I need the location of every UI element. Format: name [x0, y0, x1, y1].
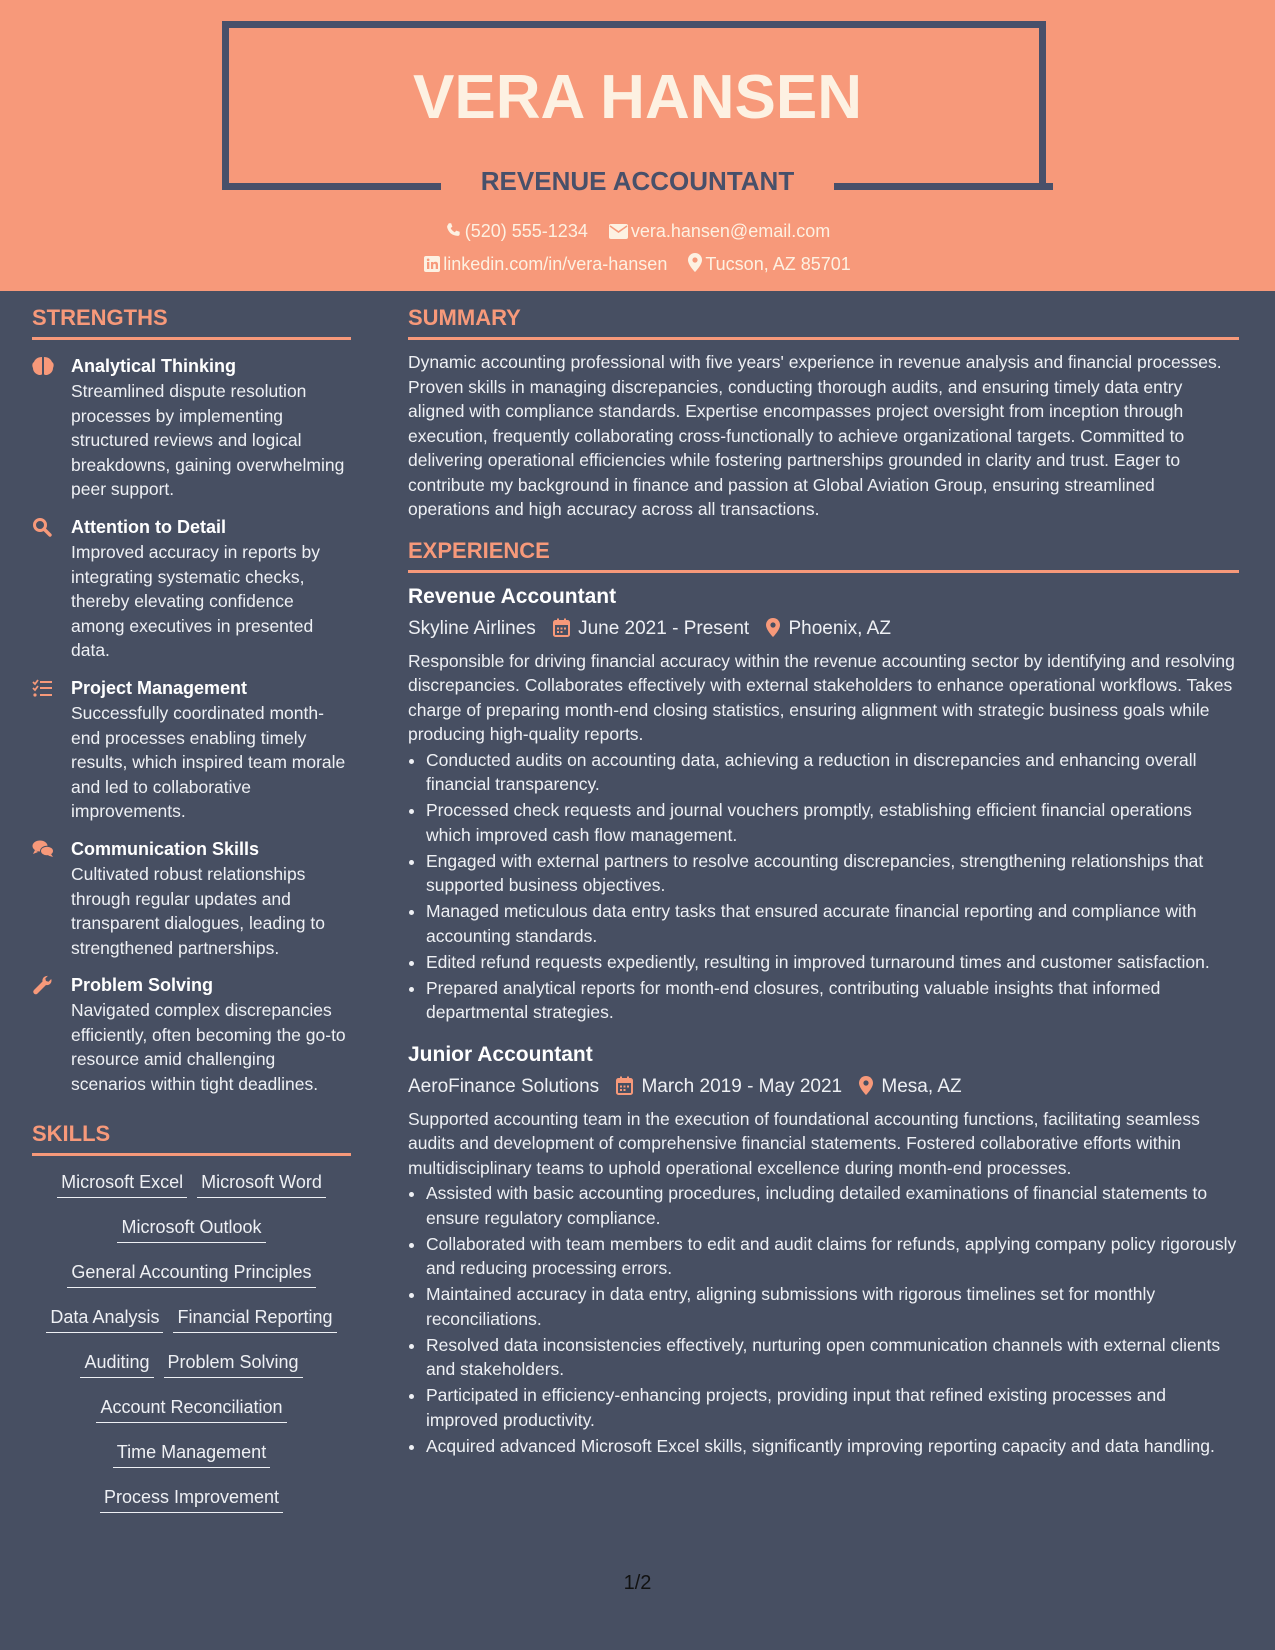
- strength-title: Analytical Thinking: [71, 356, 237, 376]
- phone-icon: [445, 222, 462, 239]
- strength-item: [32, 515, 351, 663]
- strengths-heading: STRENGTHS: [32, 305, 351, 340]
- job-meta: [408, 1075, 1239, 1099]
- job-bullet: • Participated in efficiency-enhancing projects, providing input that refined existing processes and improved productivity.: [426, 1383, 1239, 1432]
- strength-item: [32, 676, 351, 824]
- strength-title: Problem Solving: [71, 975, 214, 996]
- linkedin-contact[interactable]: [424, 254, 667, 275]
- job-location: [859, 1075, 961, 1099]
- summary-heading: SUMMARY: [408, 305, 1239, 340]
- job-dates: [616, 1075, 842, 1099]
- job-bullet: • Edited refund requests expediently, resulting in improved turnaround times and customer satisfaction.: [426, 950, 1239, 975]
- strength-title: Communication Skills: [71, 838, 260, 859]
- skill-tag: Microsoft Word: [197, 1170, 326, 1198]
- email-contact[interactable]: [609, 221, 830, 242]
- job-bullet: • Prepared analytical reports for month-end closures, contributing valuable insights that informed departmental strategies.: [426, 976, 1239, 1025]
- task-list-icon: [32, 678, 54, 698]
- strength-desc: Navigated complex discrepancies efficiently, often becoming the go-to resource amid challenging scenarios within tight deadlines.: [71, 1000, 346, 1095]
- skill-tag: Microsoft Outlook: [117, 1215, 265, 1243]
- map-pin-icon: [688, 253, 702, 272]
- strength-desc: Cultivated robust relationships through regular updates and transparent dialogues, leading to strengthened partnerships.: [71, 863, 325, 958]
- phone-contact: [445, 221, 588, 242]
- job-bullet: • Managed meticulous data entry tasks that ensured accurate financial reporting and compliance with accounting standards.: [426, 899, 1239, 948]
- job-location-text: Mesa, AZ: [881, 1075, 962, 1097]
- page-number: 1/2: [623, 1572, 652, 1594]
- magnifier-icon: [32, 517, 54, 537]
- strengths-list: [32, 354, 351, 1097]
- job-bullet: • Collaborated with team members to edit and audit claims for refunds, applying company policy rigorously and reducing processing errors.: [426, 1232, 1239, 1281]
- map-pin-icon: [766, 618, 780, 637]
- job-bullets: [408, 1181, 1239, 1458]
- skill-row: [32, 1215, 351, 1245]
- email-text: vera.hansen@email.com: [630, 221, 831, 241]
- skill-row: [32, 1440, 351, 1470]
- location-contact: [688, 253, 850, 275]
- linkedin-icon: [424, 256, 440, 272]
- contact-row-1: [0, 221, 1275, 242]
- candidate-title: REVENUE ACCOUNTANT: [480, 166, 795, 196]
- strength-title: Attention to Detail: [71, 516, 226, 537]
- map-pin-icon: [859, 1076, 873, 1095]
- strength-item: [32, 837, 351, 960]
- job-bullet: • Processed check requests and journal vouchers promptly, establishing efficient financial operations which improved cash flow management.: [426, 798, 1239, 847]
- summary-text: Dynamic accounting professional with five years' experience in revenue analysis and financial processes. Proven skills in managing discrepancies, conducting thorough audits, and ensuring timely data entry aligned with compliance standards. Expertise encompasses project oversight from inception through execution, frequently collaborating cross-functionally to achieve organizational targets. Committed to delivering operational efficiencies while fostering partnerships grounded in clarity and trust. Eager to contribute my background in finance and passion at Global Aviation Group, ensuring streamlined operations and high accuracy across all transactions.: [408, 352, 1222, 519]
- skill-row: [32, 1305, 351, 1335]
- experience-heading: EXPERIENCE: [408, 538, 1239, 573]
- resume-header: [0, 0, 1275, 291]
- job-entry: [408, 1041, 1239, 1459]
- sidebar: [32, 305, 351, 1530]
- skill-tag: Financial Reporting: [173, 1305, 336, 1333]
- contact-row-2: [0, 253, 1275, 275]
- skill-tag: Data Analysis: [46, 1305, 163, 1333]
- job-dates: [553, 617, 749, 641]
- skills-list: [32, 1170, 351, 1515]
- job-dates-text: June 2021 - Present: [578, 617, 750, 639]
- location-text: Tucson, AZ 85701: [705, 254, 851, 274]
- job-dates-text: March 2019 - May 2021: [641, 1075, 843, 1097]
- skill-row: [32, 1260, 351, 1290]
- job-meta: [408, 617, 1239, 641]
- skill-tag: Time Management: [113, 1440, 270, 1468]
- job-bullet: • Acquired advanced Microsoft Excel skills, significantly improving reporting capacity and data handling.: [426, 1434, 1239, 1459]
- phone-text: (520) 555-1234: [464, 221, 588, 241]
- wrench-icon: [32, 975, 54, 995]
- skill-tag: Auditing: [80, 1350, 153, 1378]
- skill-row: [32, 1350, 351, 1380]
- skill-tag: Problem Solving: [164, 1350, 303, 1378]
- job-bullet: • Engaged with external partners to resolve accounting discrepancies, strengthening relationships that supported business objectives.: [426, 849, 1239, 898]
- envelope-icon: [609, 224, 628, 239]
- job-bullet: • Resolved data inconsistencies effectively, nurturing open communication channels with external clients and stakeholders.: [426, 1333, 1239, 1382]
- skill-tag: Process Improvement: [100, 1485, 283, 1513]
- job-location: [766, 617, 890, 641]
- company-name: AeroFinance Solutions: [408, 1075, 600, 1097]
- job-location-text: Phoenix, AZ: [788, 617, 891, 639]
- job-bullet: • Assisted with basic accounting procedures, including detailed examinations of financial statements to ensure regulatory compliance.: [426, 1181, 1239, 1230]
- skill-row: [32, 1395, 351, 1425]
- candidate-name: VERA HANSEN: [413, 63, 862, 132]
- calendar-icon: [553, 618, 570, 637]
- job-bullet: • Conducted audits on accounting data, achieving a reduction in discrepancies and enhancing overall financial transparency.: [426, 748, 1239, 797]
- chat-bubbles-icon: [32, 839, 54, 859]
- skill-tag: General Accounting Principles: [67, 1260, 315, 1288]
- skills-heading: SKILLS: [32, 1121, 351, 1156]
- brain-icon: [32, 356, 54, 376]
- job-description: Supported accounting team in the execution of foundational accounting functions, facilitating seamless audits and development of comprehensive financial statements. Fostered collaborative efforts within multidisciplinary teams to uphold operational excellence during month-end processes.: [408, 1108, 1200, 1178]
- skill-tag: Microsoft Excel: [57, 1170, 187, 1198]
- strength-desc: Improved accuracy in reports by integrating systematic checks, thereby elevating confidence among executives in presented data.: [71, 541, 320, 661]
- skill-tag: Account Reconciliation: [96, 1395, 286, 1423]
- job-description: Responsible for driving financial accuracy within the revenue accounting sector by identifying and resolving discrepancies. Collaborates effectively with external stakeholders to enhance operational workflows. Takes charge of preparing month-end closing statistics, ensuring alignment with strategic business goals while producing high-quality reports.: [408, 650, 1235, 744]
- strength-item: [32, 973, 351, 1096]
- strength-desc: Successfully coordinated month-end processes enabling timely results, which inspired team morale and led to collaborative improvements.: [71, 702, 346, 822]
- main-column: [408, 305, 1239, 1460]
- job-title: Revenue Accountant: [408, 584, 617, 608]
- job-bullet: • Maintained accuracy in data entry, aligning submissions with rigorous timelines set for monthly reconciliations.: [426, 1282, 1239, 1331]
- company-name: Skyline Airlines: [408, 617, 536, 639]
- skill-row: [32, 1485, 351, 1515]
- job-bullets: [408, 748, 1239, 1025]
- strength-desc: Streamlined dispute resolution processes by implementing structured reviews and logical breakdowns, gaining overwhelming peer support.: [71, 381, 345, 500]
- calendar-icon: [616, 1076, 633, 1095]
- job-entry: [408, 583, 1239, 1025]
- job-title: Junior Accountant: [408, 1042, 593, 1066]
- linkedin-text: linkedin.com/in/vera-hansen: [443, 254, 668, 274]
- skill-row: [32, 1170, 351, 1200]
- strength-title: Project Management: [71, 677, 248, 698]
- strength-item: [32, 354, 351, 502]
